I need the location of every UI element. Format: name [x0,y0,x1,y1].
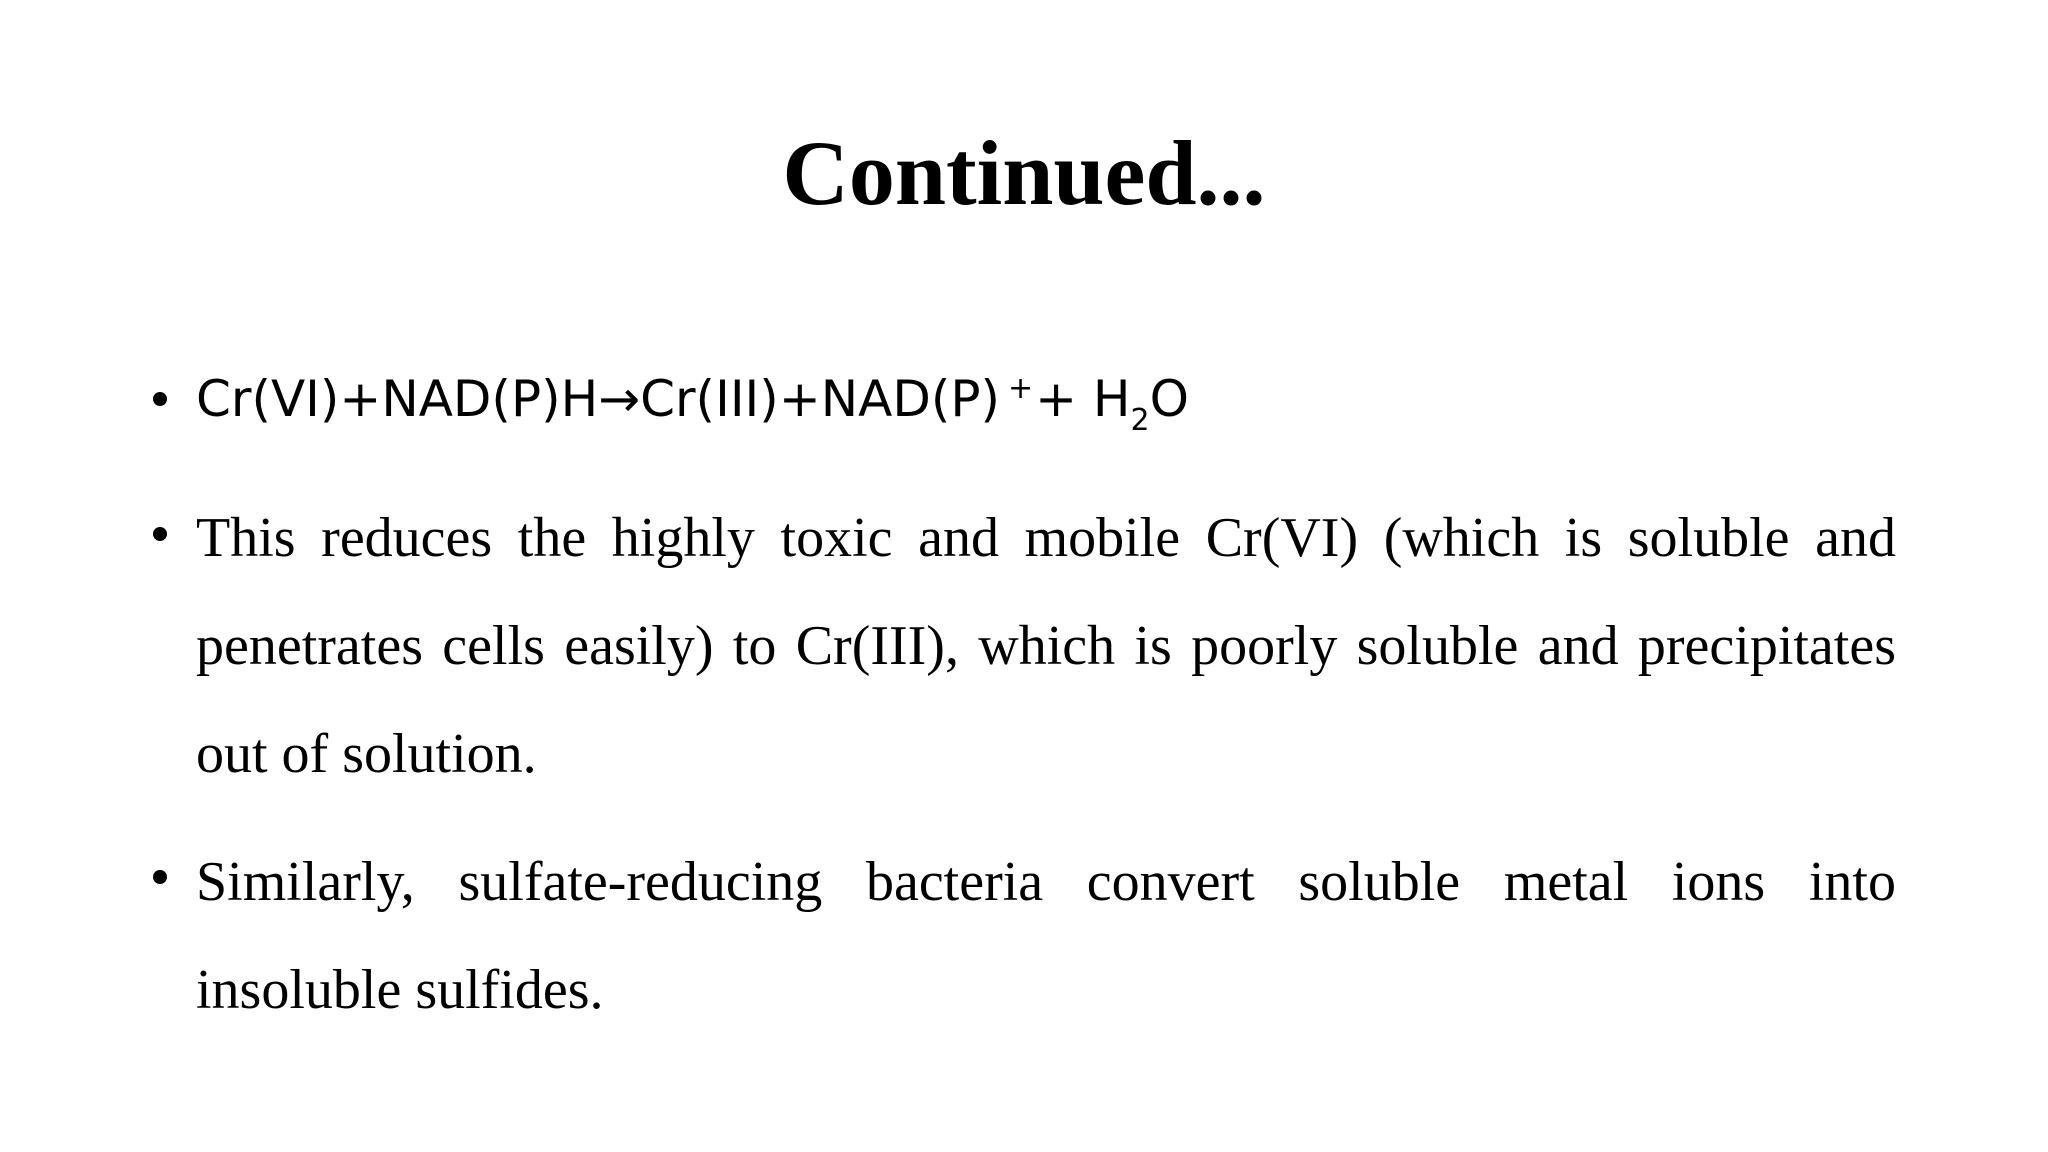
slide-title: Continued... [782,122,1266,224]
equation-subscript: 2 [1130,403,1150,438]
equation-tail: O [1149,370,1189,428]
equation-line [196,364,1189,442]
bullet-dot-equation [153,392,167,406]
equation-superscript: + [1007,371,1034,406]
equation-main: Cr(VI)+NAD(P)H→Cr(III)+NAD(P) [196,370,1000,428]
bullet-dot-1 [153,527,167,541]
bullet-text-1: This reduces the highly toxic and mobile Cr(VI) (which is soluble and penetrates cells easily) to Cr(III), which is poorly soluble and precipitates out of solution. [196,507,1896,785]
bullet-dot-2 [153,870,167,884]
equation-plus-part: + H [1035,370,1131,428]
bullet-text-2: Similarly, sulfate-reducing bacteria convert soluble metal ions into insoluble sulfides. [196,851,1896,1021]
